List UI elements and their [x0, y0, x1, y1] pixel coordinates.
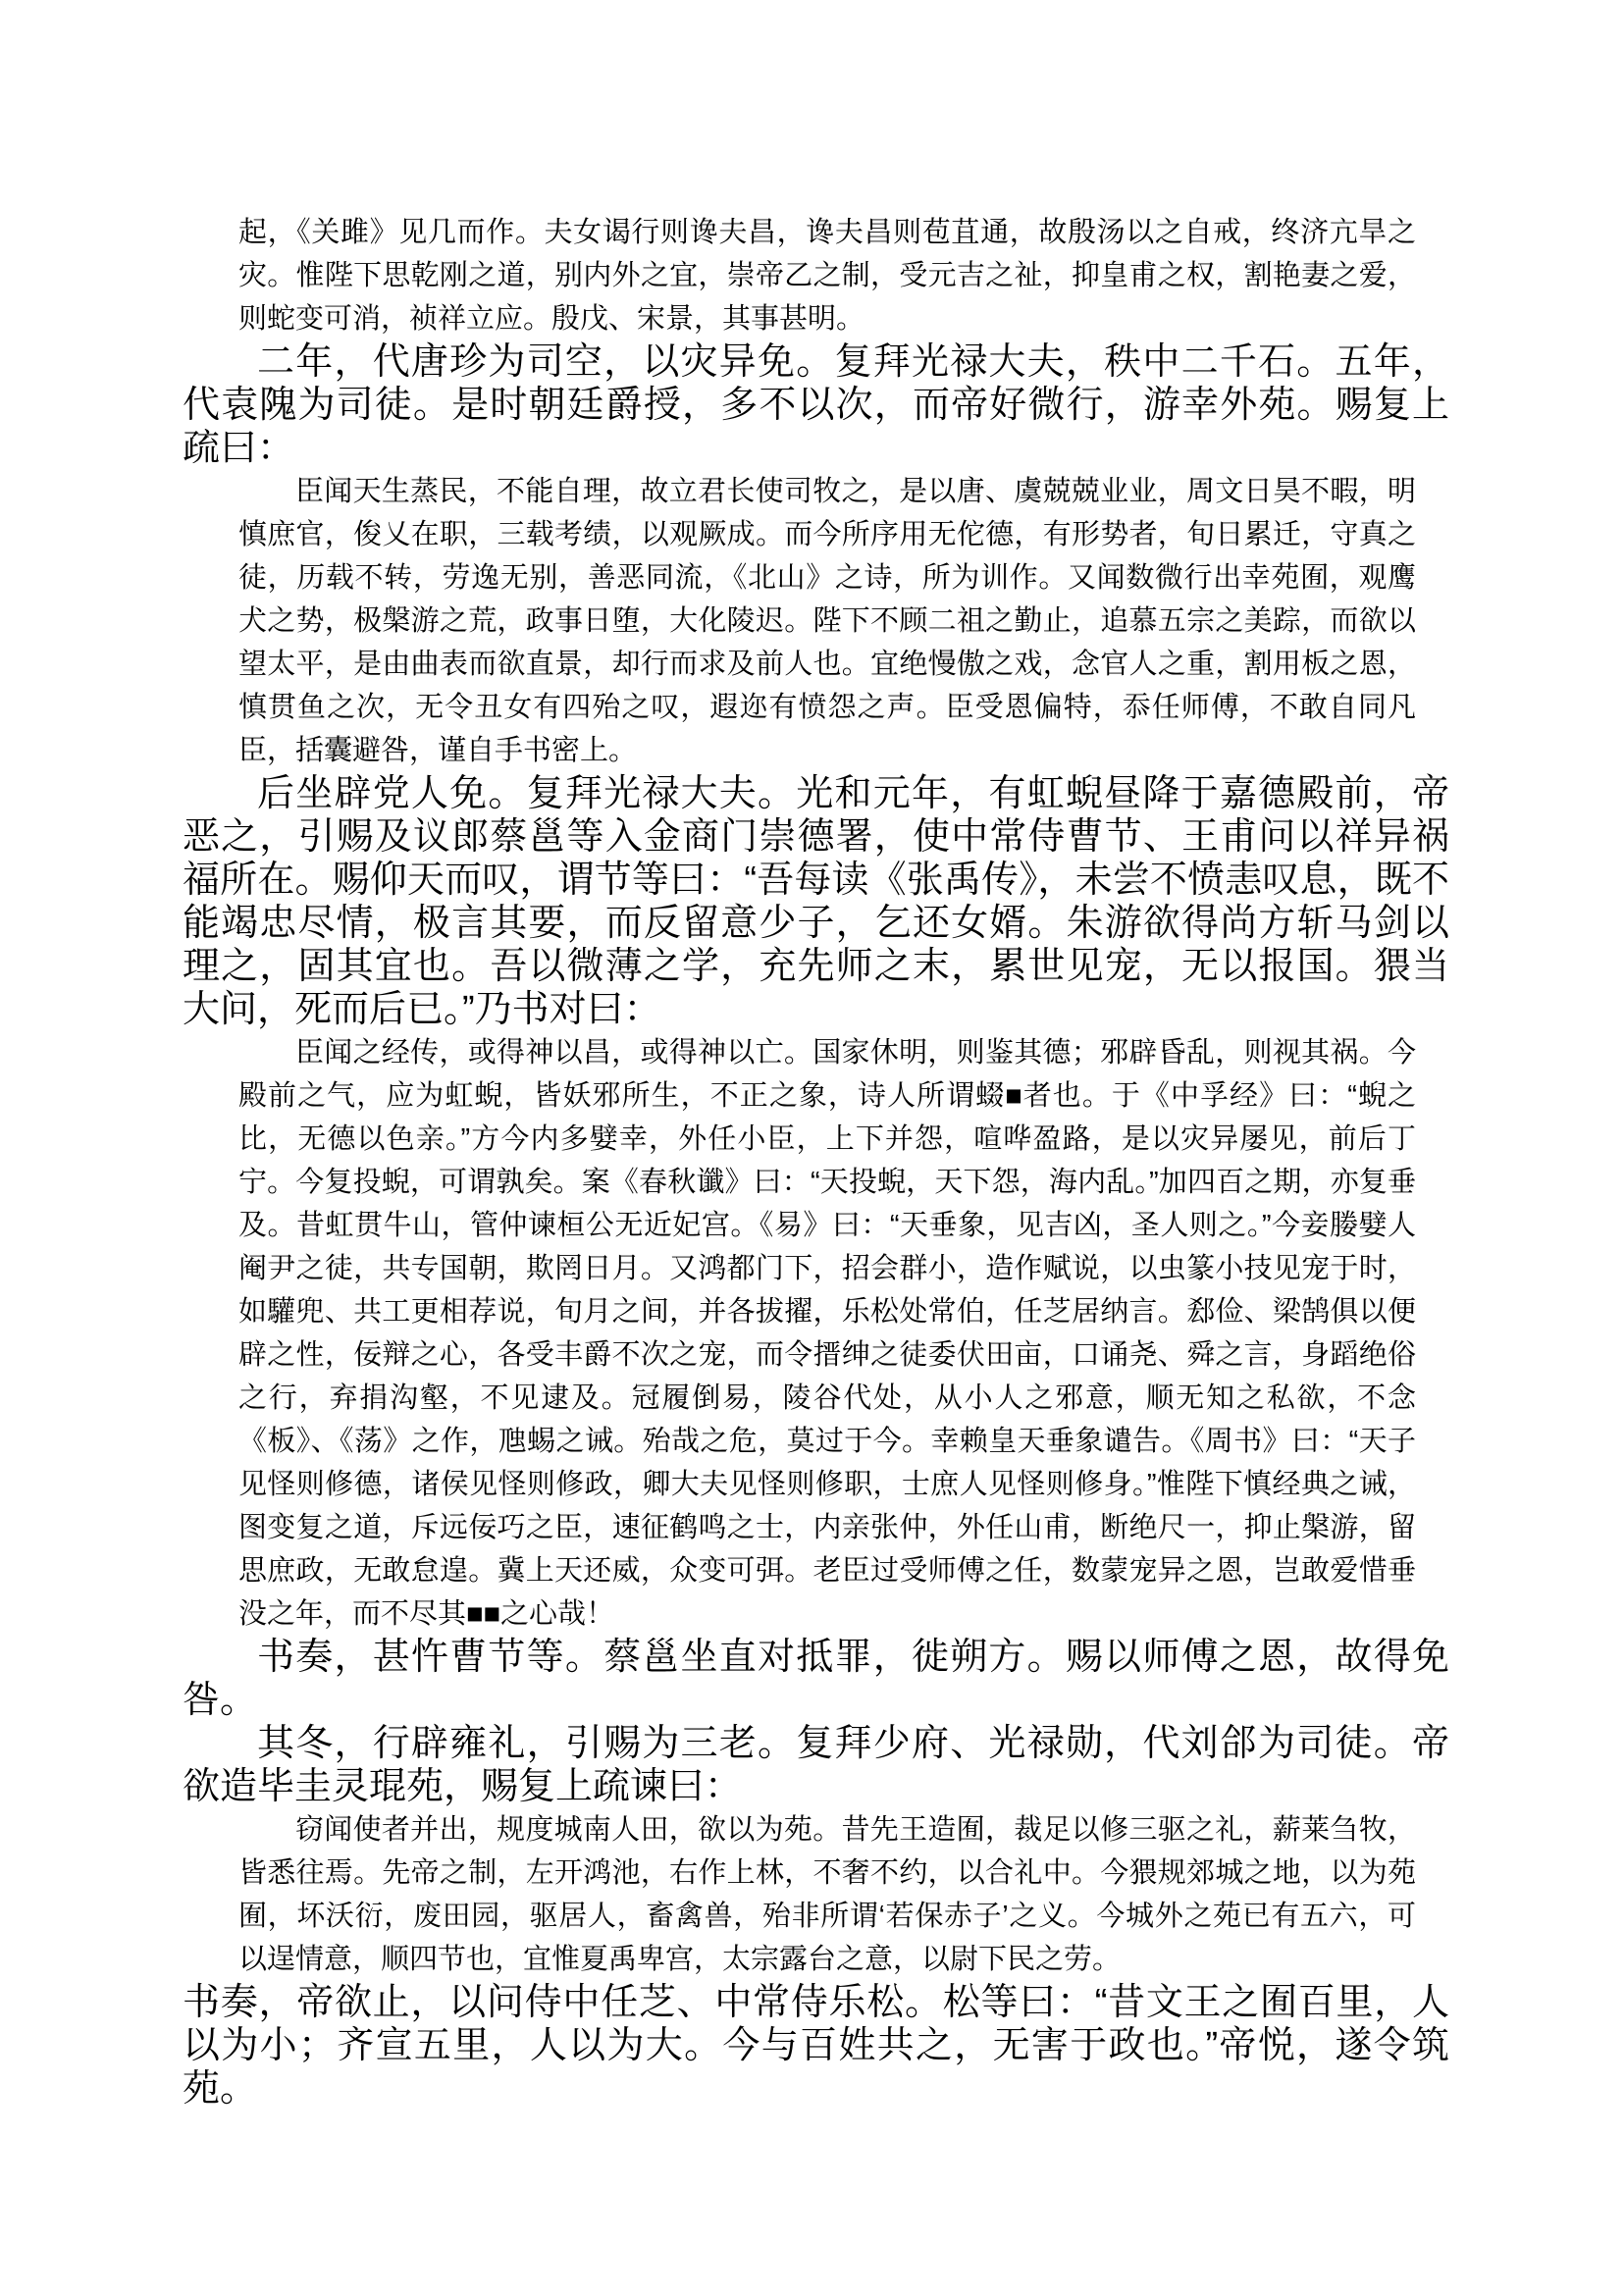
narrative-paragraph-appointments: 二年，代唐珍为司空，以灾异免。复拜光禄大夫，秩中二千石。五年，代袁隗为司徒。是时朝廷爵授，多不以次，而帝好微行，游幸外苑。赐复上疏曰： — [183, 341, 1449, 469]
narrative-paragraph-emperor-decision: 书奏，帝欲止，以问侍中任芝、中常侍乐松。松等曰：“昔文王之囿百里，人以为小；齐宣五里，人以为大。今与百姓共之，无害于政也。”帝悦，遂令筑苑。 — [183, 1982, 1449, 2110]
memorial-quote-written-reply: 臣闻之经传，或得神以昌，或得神以亡。国家休明，则鉴其德；邪辟昏乱，则视其祸。今殿前之气，应为虹蜺，皆妖邪所生，不正之象，诗人所谓蝃■者也。于《中孚经》曰：“蜺之比，无德以色亲。”方今内多嬖幸，外任小臣，上下并怨，喧哗盈路，是以灾异屡见，前后丁宁。今复投蜺，可谓孰矣。案《春秋谶》曰：“天投蜺，天下怨，海内乱。”加四百之期，亦复垂及。昔虹贯牛山，管仲谏桓公无近妃宫。《易》曰：“天垂象，见吉凶，圣人则之。”今妾媵嬖人阉尹之徒，共专国朝，欺罔日月。又鸿都门下，招会群小，造作赋说，以虫篆小技见宠于时，如驩兜、共工更相荐说，旬月之间，并各拔擢，乐松处常伯，任芝居纳言。郄俭、梁鹄俱以便辟之性，佞辩之心，各受丰爵不次之宠，而令搢绅之徒委伏田亩，口诵尧、舜之言，身蹈绝俗之行，弃捐沟壑，不见逮及。冠履倒易，陵谷代处，从小人之邪意，顺无知之私欲，不念《板》、《荡》之作，虺蜴之诫。殆哉之危，莫过于今。幸赖皇天垂象谴告。《周书》曰：“天子见怪则修德，诸侯见怪则修政，卿大夫见怪则修职，士庶人见怪则修身。”惟陛下慎经典之诫，图变复之道，斥远佞巧之臣，速征鹤鸣之士，内亲张仲，外任山甫，断绝尺一，抑止槃游，留思庶政，无敢怠遑。冀上天还威，众变可弭。老臣过受师傅之任，数蒙宠异之恩，岂敢爱惜垂没之年，而不尽其■■之心哉！ — [238, 1037, 1416, 1630]
memorial-quote-park-remonstrance: 窃闻使者并出，规度城南人田，欲以为苑。昔先王造囿，裁足以修三驱之礼，薪莱刍牧，皆悉往焉。先帝之制，左开鸿池，右作上林，不奢不约，以合礼中。今猥规郊城之地，以为苑囿，坏沃衍，废田园，驱居人，畜禽兽，殆非所谓‘若保赤子’之义。今城外之苑已有五六，可以逞情意，顺四节也，宜惟夏禹卑宫，太宗露台之意，以尉下民之劳。 — [238, 1814, 1416, 1975]
memorial-quote-continuation: 起，《关雎》见几而作。夫女谒行则谗夫昌，谗夫昌则苞苴通，故殷汤以之自戒，终济亢旱之灾。惟陛下思乾刚之道，别内外之宜，崇帝乙之制，受元吉之祉，抑皇甫之权，割艳妻之爱，则蛇变可消，祯祥立应。殷戊、宋景，其事甚明。 — [238, 217, 1416, 335]
narrative-paragraph-rainbow-omen: 后坐辟党人免。复拜光禄大夫。光和元年，有虹蜺昼降于嘉德殿前，帝恶之，引赐及议郎蔡邕等入金商门崇德署，使中常侍曹节、王甫问以祥异祸福所在。赐仰天而叹，谓节等曰：“吾每读《张禹传》，未尝不愤恚叹息，既不能竭忠尽情，极言其要，而反留意少子，乞还女婿。朱游欲得尚方斩马剑以理之，固其宜也。吾以微薄之学，充先师之末，累世见宠，无以报国。猥当大问，死而后已。”乃书对曰： — [183, 773, 1449, 1030]
memorial-quote-first-petition: 臣闻天生蒸民，不能自理，故立君长使司牧之，是以唐、虞兢兢业业，周文日昊不暇，明慎庶官，俊乂在职，三载考绩，以观厥成。而今所序用无佗德，有形势者，旬日累迁，守真之徒，历载不转，劳逸无别，善恶同流，《北山》之诗，所为训作。又闻数微行出幸苑囿，观鹰犬之势，极槃游之荒，政事日堕，大化陵迟。陛下不顾二祖之勤止，追慕五宗之美踪，而欲以望太平，是由曲表而欲直景，却行而求及前人也。宜绝慢傲之戏，念官人之重，割用板之恩，慎贯鱼之次，无令丑女有四殆之叹，遐迩有愤怨之声。臣受恩偏特，忝任师傅，不敢自同凡臣，括囊避咎，谨自手书密上。 — [238, 476, 1416, 766]
narrative-paragraph-winter-rites: 其冬，行辟雍礼，引赐为三老。复拜少府、光禄勋，代刘郃为司徒。帝欲造毕圭灵琨苑，赐复上疏谏曰： — [183, 1723, 1449, 1807]
narrative-paragraph-memorial-outcome: 书奏，甚忤曹节等。蔡邕坐直对抵罪，徙朔方。赐以师傅之恩，故得免咎。 — [183, 1637, 1449, 1721]
